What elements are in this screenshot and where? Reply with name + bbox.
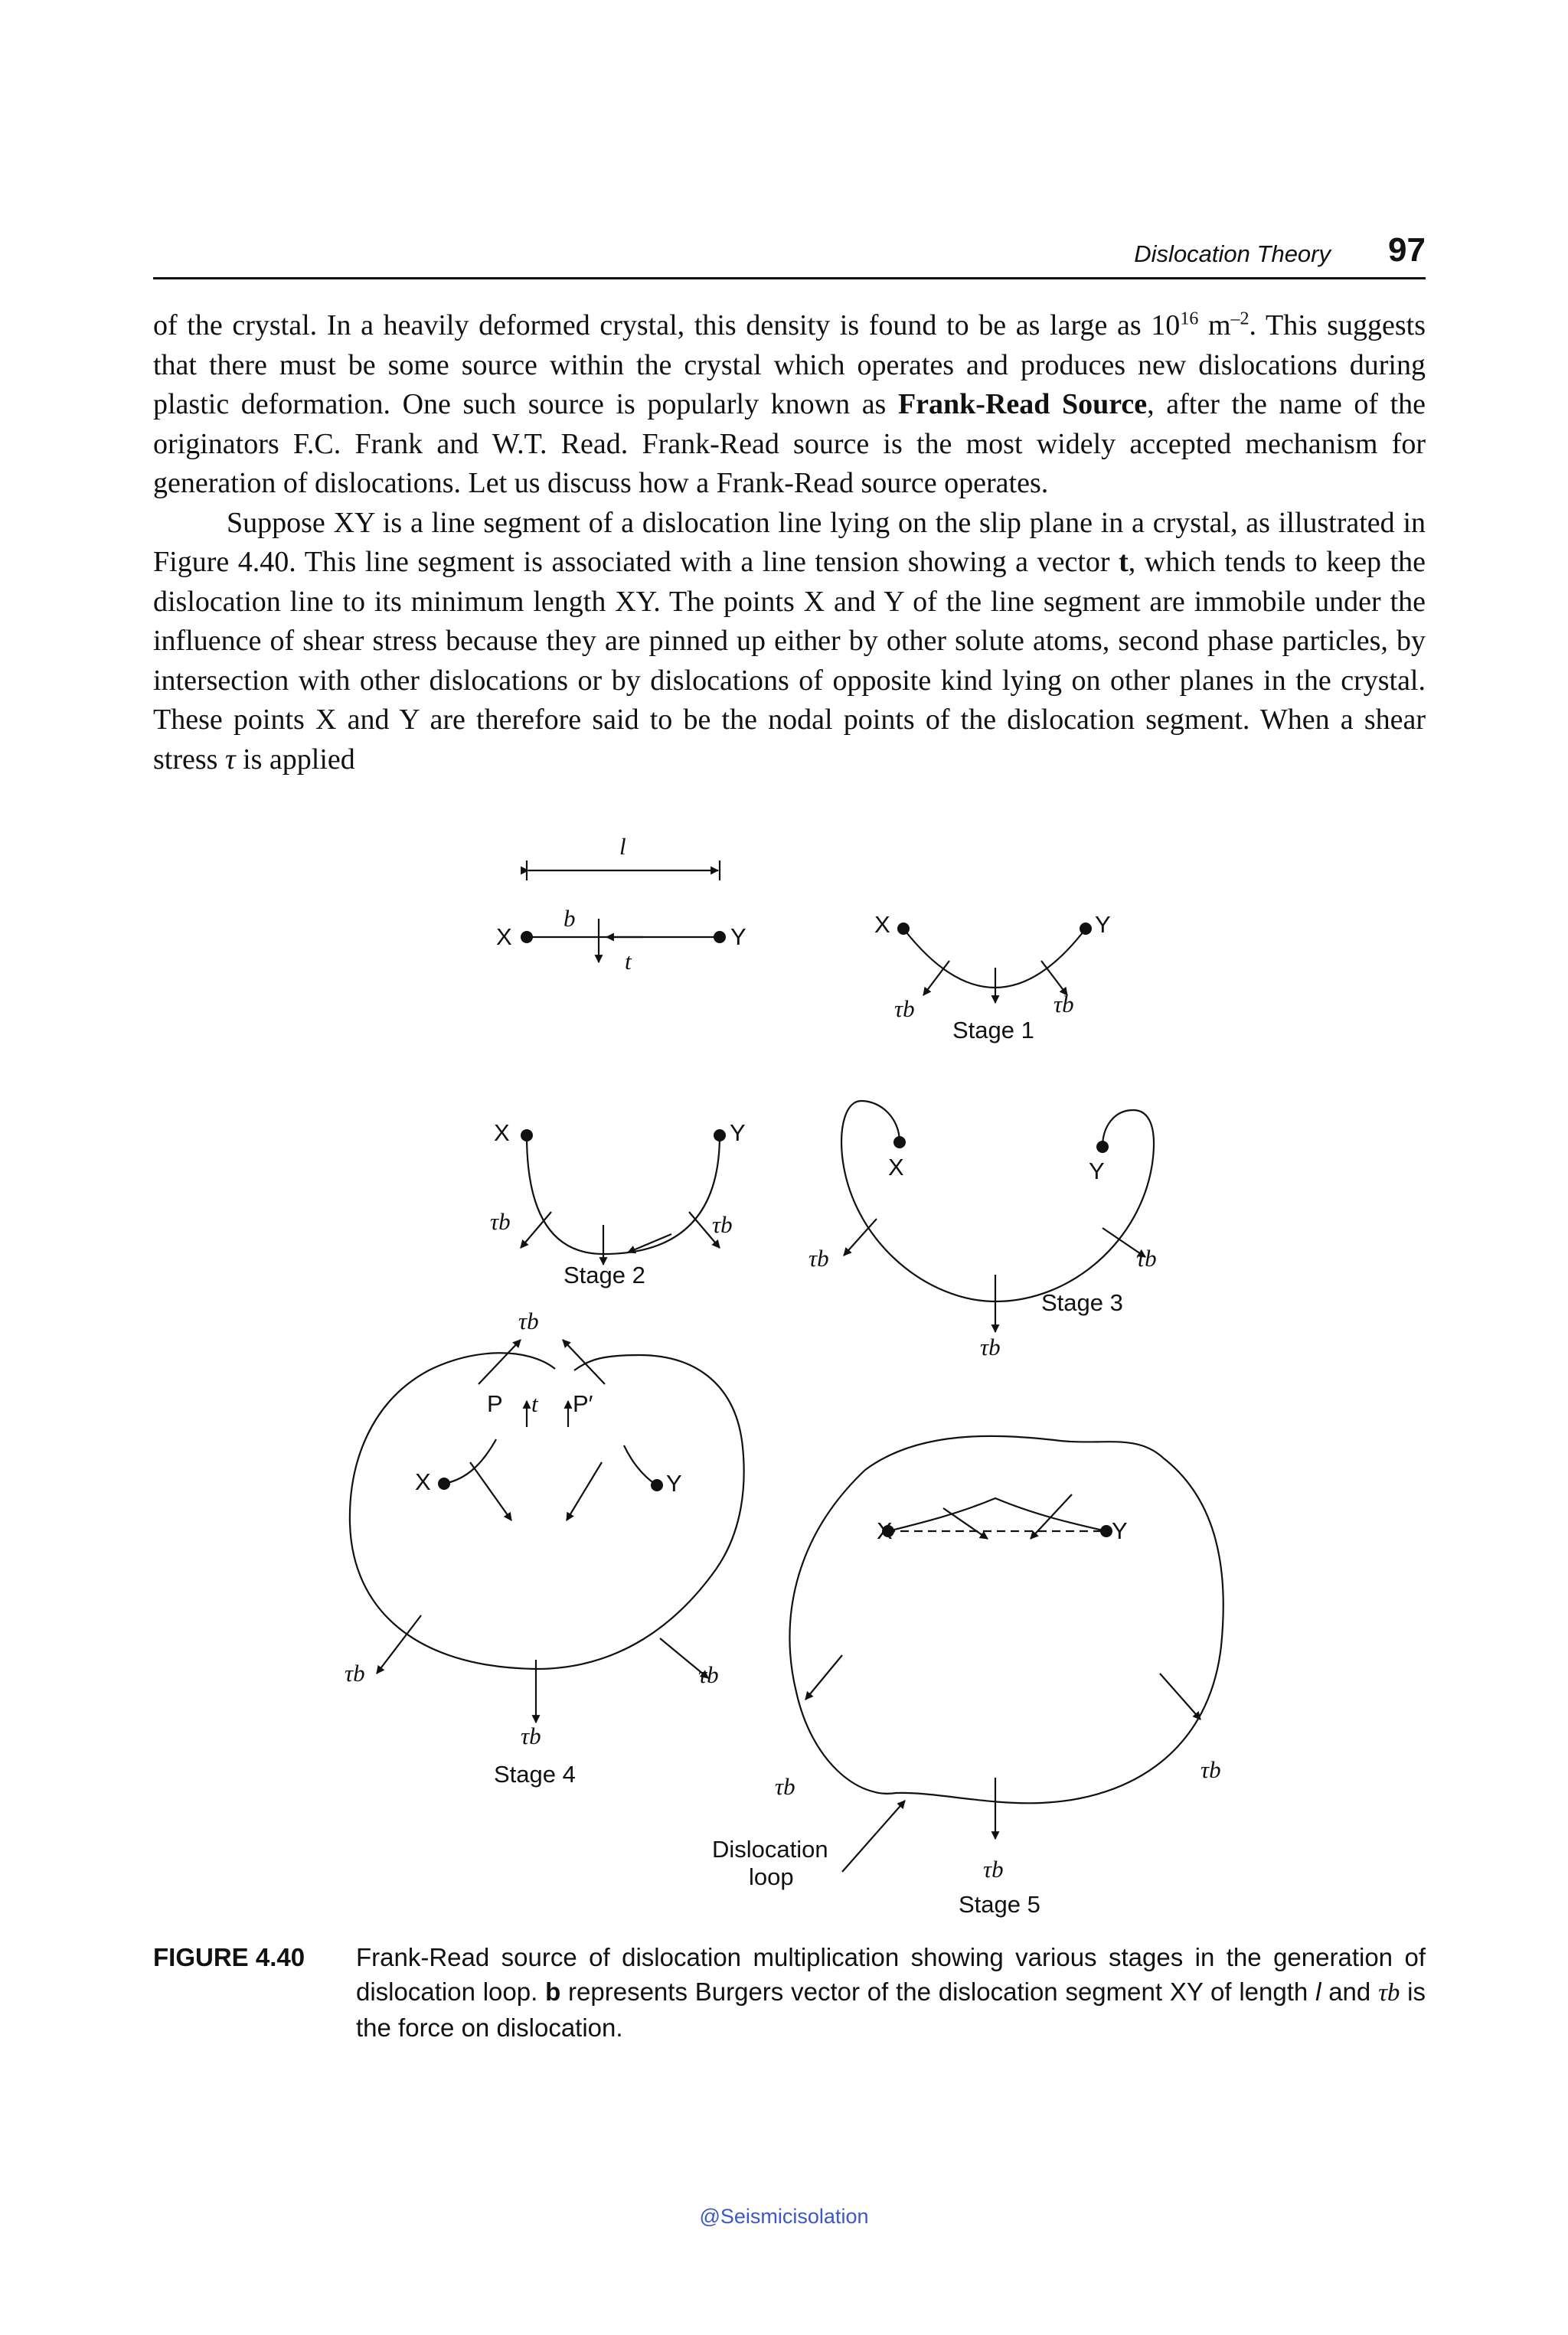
label-stage-4: Stage 4 (494, 1761, 576, 1788)
label-force-stage1-left: τb (894, 995, 915, 1022)
node-x-initial (521, 931, 533, 943)
label-force-stage4-left: τb (345, 1660, 365, 1687)
label-y-stage4: Y (666, 1470, 682, 1497)
label-x-stage2: X (494, 1119, 510, 1146)
label-force-stage5-bottom: τb (983, 1856, 1004, 1883)
running-title: Dislocation Theory (1134, 240, 1331, 267)
page-number: 97 (1388, 231, 1426, 269)
label-force-stage1-right: τb (1054, 991, 1074, 1017)
label-stage-3: Stage 3 (1041, 1289, 1123, 1316)
label-y-stage1: Y (1095, 911, 1111, 938)
label-point-p-prime: P′ (573, 1390, 593, 1417)
label-x-stage4: X (415, 1468, 431, 1495)
node-x-stage4 (438, 1478, 450, 1490)
label-stage-5: Stage 5 (959, 1891, 1040, 1918)
label-tension-t: t (625, 948, 632, 975)
label-force-stage4-top: τb (518, 1308, 539, 1334)
paragraph-2: Suppose XY is a line segment of a dislocation line lying on the slip plane in a crystal, as illustrated in Figure 4.40. This line segment is associated with a line tension showing a vector t, which tends to keep the dislocation line to its minimum length XY. The points X and Y of the line segment are immobile under the influence of shear stress because they are pinned up either by other solute atoms, second phase particles, by intersection with other dislocations or by dislocations of opposite kind lying on other planes in the crystal. These points X and Y are therefore said to be the nodal points of the dislocation segment. When a shear stress τ is applied (153, 506, 1426, 776)
label-force-stage3-right: τb (1136, 1245, 1157, 1272)
initial-segment (527, 861, 720, 962)
stage-4-curve (350, 1340, 744, 1723)
label-burgers-b: b (564, 905, 576, 932)
label-force-stage5-right: τb (1200, 1756, 1221, 1783)
paragraph-1: of the crystal. In a heavily deformed crystal, this density is found to be as large as $10^{16}$ $m^{-2}$. This suggests that there must be some source within the crystal which operates and produces new dislocations during plastic deformation. One such source is popularly known as Frank-Read Source, after the name of the originators F.C. Frank and W.T. Read. Frank-Read source is the most widely accepted mechanism for generation of dislocations. Let us discuss how a Frank-Read source operates. (153, 309, 1426, 499)
caption-text: Frank-Read source of dislocation multiplication showing various stages in the generation of dislocation loop. b represents Burgers vector of the dislocation segment XY of length l and τb is the force on dislocation. (356, 1943, 1426, 2042)
label-y-stage2: Y (730, 1119, 746, 1146)
label-x-initial: X (496, 923, 512, 950)
node-y-stage1 (1080, 923, 1092, 935)
label-x-stage1: X (874, 911, 890, 938)
label-force-stage4-bottom: τb (521, 1723, 541, 1749)
label-y-stage5: Y (1112, 1517, 1128, 1544)
node-y-stage4 (651, 1479, 663, 1491)
node-y-initial (714, 931, 726, 943)
label-tension-stage4: t (531, 1390, 538, 1417)
label-force-stage3-bottom: τb (980, 1334, 1001, 1360)
label-y-initial: Y (730, 923, 746, 950)
label-point-p: P (487, 1390, 503, 1417)
label-y-stage3: Y (1089, 1158, 1105, 1184)
label-force-stage2-right: τb (712, 1211, 733, 1238)
caption-label: FIGURE 4.40 (153, 1943, 305, 1971)
node-y-stage3 (1096, 1141, 1109, 1153)
watermark: @Seismicisolation (699, 2205, 869, 2228)
label-force-stage5-left: τb (775, 1773, 795, 1800)
label-force-stage2-left: τb (490, 1208, 511, 1235)
node-y-stage2 (714, 1129, 726, 1141)
node-x-stage2 (521, 1129, 533, 1141)
label-x-stage3: X (888, 1154, 904, 1181)
label-length-l: l (619, 833, 626, 860)
label-x-stage5: X (877, 1517, 893, 1544)
node-x-stage3 (893, 1136, 906, 1148)
label-dislocation: Dislocation (712, 1836, 828, 1863)
label-stage-2: Stage 2 (564, 1262, 645, 1288)
stage-2-curve (521, 1135, 720, 1265)
label-force-stage3-left: τb (808, 1245, 829, 1272)
node-y-stage5 (1100, 1525, 1112, 1537)
label-force-stage4-right: τb (698, 1661, 719, 1688)
node-x-stage1 (897, 923, 910, 935)
label-loop: loop (749, 1863, 794, 1890)
label-stage-1: Stage 1 (952, 1017, 1034, 1043)
stage-5-curve (789, 1436, 1223, 1872)
term-frank-read-source: Frank-Read Source (897, 388, 1148, 420)
